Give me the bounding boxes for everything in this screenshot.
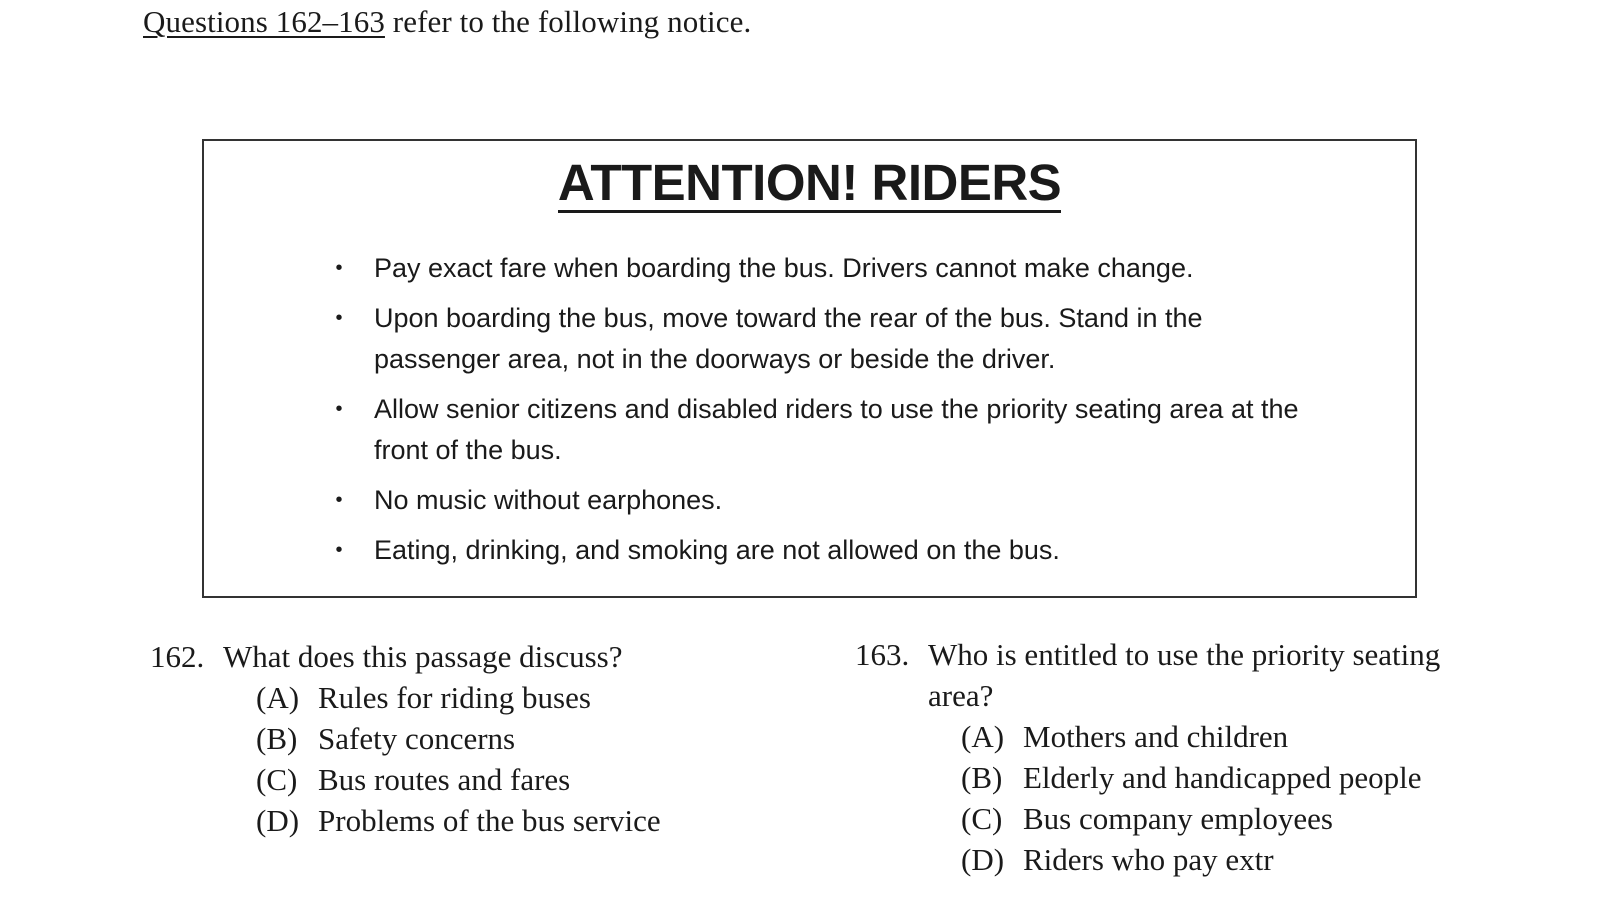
answer-options: [855, 716, 1495, 880]
rule-item: [329, 530, 1329, 571]
bullet-icon: •: [335, 398, 343, 420]
rule-item: [329, 248, 1329, 289]
option-letter: (D): [961, 842, 1005, 877]
option-letter: (C): [256, 762, 298, 797]
option-text: Bus routes and fares: [318, 762, 571, 797]
rules-list: [329, 248, 1329, 580]
rule-text: Allow senior citizens and disabled riders to use the priority seating area at the front of the bus.: [374, 394, 1299, 465]
question-stem: [150, 636, 770, 677]
intro-text: refer to the following notice.: [384, 4, 752, 39]
notice-box: [202, 139, 1417, 598]
question-range-reference: Questions 162–163: [143, 4, 385, 39]
bullet-icon: •: [335, 257, 343, 279]
option-text: Riders who pay extr: [1023, 842, 1274, 877]
option-letter: (B): [256, 721, 298, 756]
question-number: 163.: [855, 637, 910, 672]
option-letter: (B): [961, 760, 1003, 795]
option-text: Problems of the bus service: [318, 803, 661, 838]
intro-line: [143, 4, 751, 40]
answer-option-c[interactable]: [961, 798, 1495, 839]
rule-item: [329, 298, 1329, 380]
option-text: Elderly and handicapped people: [1023, 760, 1422, 795]
bullet-icon: •: [335, 307, 343, 329]
rule-item: [329, 480, 1329, 521]
option-letter: (A): [256, 680, 300, 715]
answer-option-b[interactable]: [256, 718, 770, 759]
option-letter: (C): [961, 801, 1003, 836]
question-text: What does this passage discuss?: [223, 639, 623, 674]
bullet-icon: •: [335, 489, 343, 511]
question-stem: [855, 634, 1495, 716]
rule-text: No music without earphones.: [374, 485, 723, 515]
question-162: [150, 636, 770, 841]
bullet-icon: •: [335, 539, 343, 561]
answer-option-d[interactable]: [256, 800, 770, 841]
answer-option-a[interactable]: [961, 716, 1495, 757]
option-text: Safety concerns: [318, 721, 516, 756]
option-text: Rules for riding buses: [318, 680, 591, 715]
rule-text: Eating, drinking, and smoking are not allowed on the bus.: [374, 535, 1060, 565]
option-text: Bus company employees: [1023, 801, 1333, 836]
option-letter: (D): [256, 803, 300, 838]
answer-option-d[interactable]: [961, 839, 1495, 880]
answer-option-a[interactable]: [256, 677, 770, 718]
notice-title-wrap: [204, 155, 1415, 213]
question-163: [855, 634, 1495, 880]
notice-title: ATTENTION! RIDERS: [557, 154, 1062, 211]
question-number: 162.: [150, 639, 205, 674]
option-letter: (A): [961, 719, 1005, 754]
rule-item: [329, 389, 1329, 471]
rule-text: Upon boarding the bus, move toward the rear of the bus. Stand in the passenger area, not in the doorways or beside the driver.: [374, 303, 1203, 374]
answer-options: [150, 677, 770, 841]
question-text: Who is entitled to use the priority seating area?: [928, 637, 1441, 713]
option-text: Mothers and children: [1023, 719, 1289, 754]
answer-option-b[interactable]: [961, 757, 1495, 798]
answer-option-c[interactable]: [256, 759, 770, 800]
rule-text: Pay exact fare when boarding the bus. Drivers cannot make change.: [374, 253, 1194, 283]
